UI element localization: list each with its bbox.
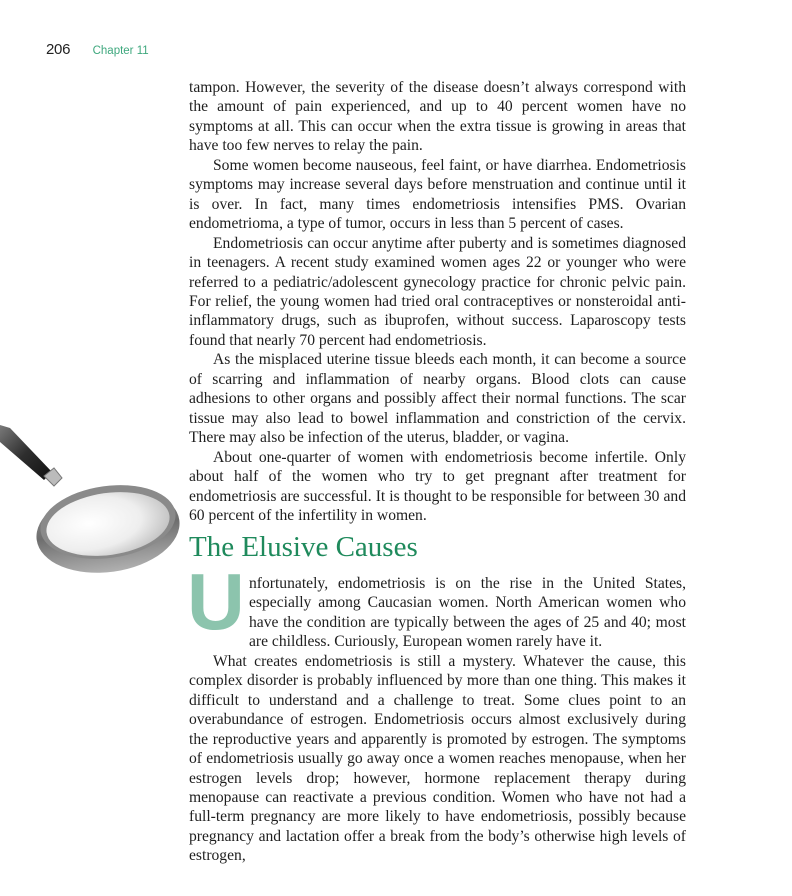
paragraph: As the misplaced uterine tissue bleeds each month, it can become a source of scarring and inflammation of nearby organs. Blood clots can cause adhesions to other organs and possibly affect their normal functions. The scar tissue may also lead to bowel inflammation and constriction of the cervix. There may also be infection of the uterus, bladder, or vagina. (189, 351, 686, 447)
paragraph: Endometriosis can occur anytime after puberty and is sometimes diagnosed in teenagers. A recent study examined women ages 22 or younger who were referred to a pediatric/adolescent gynecology practice for chronic pelvic pain. For relief, the young women had tried oral contraceptives or nonsteroidal anti-inflammatory drugs, such as ibuprofen, without success. Laparoscopy tests found that nearly 70 percent had endometriosis. (189, 234, 686, 349)
paragraph: Some women become nauseous, feel faint, or have diarrhea. Endometriosis symptoms may increase several days before menstruation and continue until it is over. In fact, many times endometriosis intensifies PMS. Ovarian endometrioma, a type of tumor, occurs in less than 5 percent of cases. (189, 156, 686, 233)
paragraph-with-drop-cap (187, 557, 686, 652)
section-heading: The Elusive Causes (189, 531, 418, 563)
paragraph: What creates endometriosis is still a mystery. Whatever the cause, this complex disorder is probably influenced by more than one thing. This makes it difficult to understand and a challenge to treat. Some clues point to an overabundance of estrogen. Endometriosis occurs almost exclusively during the reproductive years and apparently is promoted by estrogen. The symptoms of endometriosis usually go away once a women reaches menopause, when her estrogen levels drop; however, hormone replacement therapy during menopause can reactivate a previous condition. Women who have not had a full-term pregnancy are more likely to have endometriosis, possibly because pregnancy and lactation offer a break from the body’s otherwise high levels of estrogen, (189, 652, 686, 865)
handle-shape (0, 425, 52, 480)
body-text-section-1 (189, 78, 686, 525)
running-head (46, 41, 149, 59)
paragraph: About one-quarter of women with endometriosis become infertile. Only about half of the women who try to get pregnant after treatment for endometriosis are successful. It is thought to be responsible for between 30 and 60 percent of the infertility in women. (189, 448, 686, 524)
drop-cap: U (187, 557, 245, 646)
page-number: 206 (46, 41, 71, 58)
magnifying-glass-illustration (0, 410, 180, 580)
body-text-section-2 (187, 557, 686, 866)
chapter-label: Chapter 11 (92, 45, 149, 57)
paragraph-text: nfortunately, endometriosis is on the rise in the United States, especially among Caucasian women. North American women who have the condition are typically between the ages of 25 and 40; most are childless. Curiously, European women rarely have it. (249, 575, 686, 651)
paragraph: tampon. However, the severity of the disease doesn’t always correspond with the amount of pain experienced, and up to 40 percent women have no symptoms at all. This can occur when the extra tissue is growing in areas that have too few nerves to relay the pain. (189, 79, 686, 155)
